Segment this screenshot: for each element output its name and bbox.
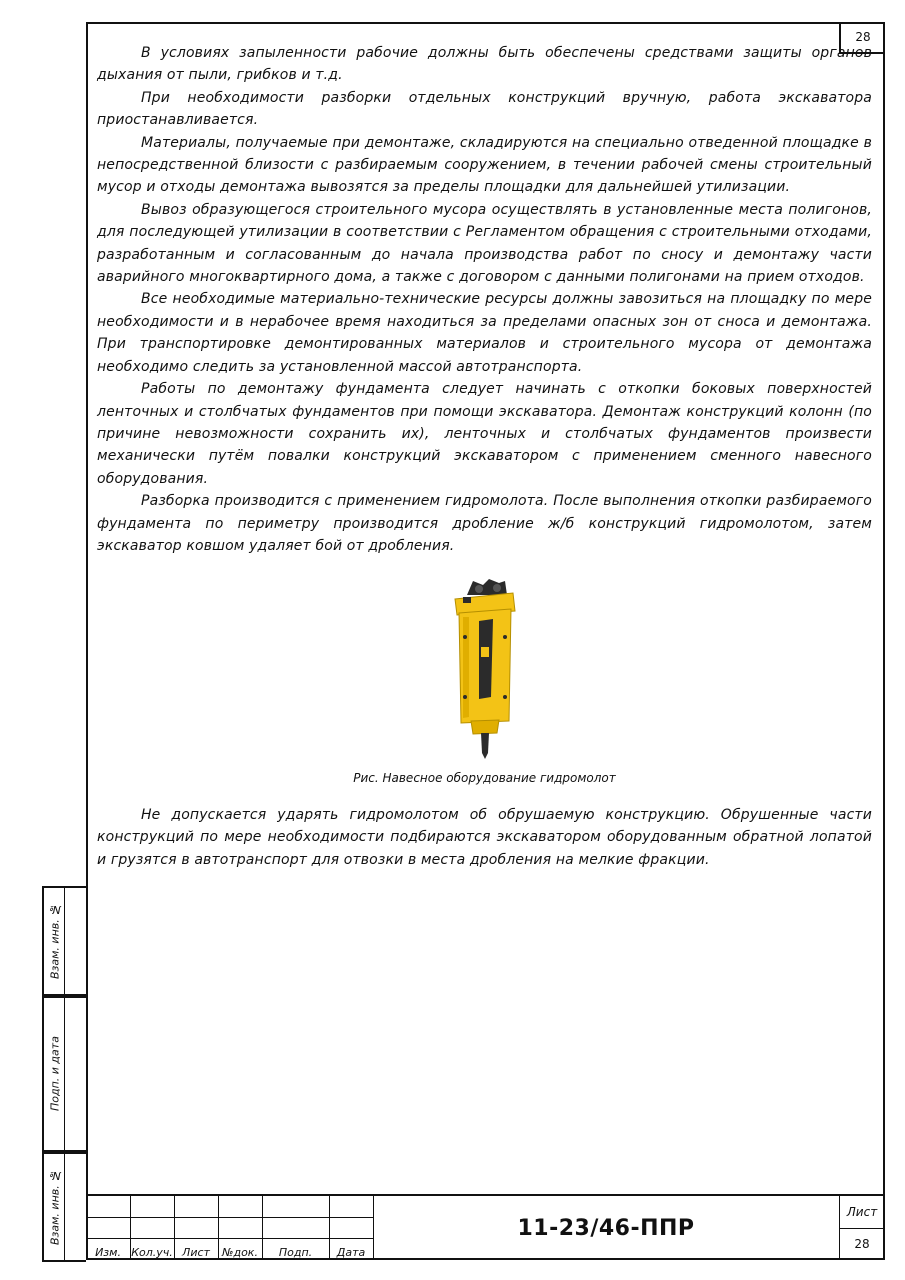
title-block [86, 1194, 885, 1260]
stamp-col-change: Изм. [95, 1245, 121, 1259]
sheet-label: Лист [839, 1196, 885, 1229]
paragraph: При необходимости разборки отдельных конструкций вручную, работа экскаватора приостанавливается. [97, 89, 872, 129]
side-strip-top [42, 886, 86, 996]
document-body [97, 42, 872, 871]
paragraph: Вывоз образующегося строительного мусора осуществлять в установленные места полигонов, для последующей утилизации в соответствии с Регламентом обращения с строительными отходами, разработанным и согласованным до начала производства работ по сносу и демонтажу части аварийного многоквартирного дома, а также с договором с данными полигонами на прием отходов. [97, 201, 872, 286]
stamp-col-count: Кол.уч. [131, 1245, 173, 1259]
stamp-col-sheet: Лист [182, 1245, 210, 1259]
side-label-middle: Подп. и дата [48, 1036, 62, 1112]
stamp-col-signature: Подп. [278, 1245, 313, 1259]
hydraulic-hammer-image [445, 577, 525, 759]
side-label-bottom: Взам. инв. № [48, 1168, 62, 1246]
side-label-top: Взам. инв. № [48, 902, 62, 980]
paragraph: Все необходимые материально-технические ресурсы должны завозиться на площадку по мере необходимости и в нерабочее время находиться за пределами опасных зон от сноса и демонтажа. При транспортировке демонтированных материалов и строительного мусора от демонтажа необходимо следить за установленной массой автотранспорта. [97, 291, 872, 375]
figure-caption: Рис. Навесное оборудование гидромолот [353, 771, 616, 786]
paragraph: Разборка производится с применением гидромолота. После выполнения откопки разбираемого фундамента по периметру производится дробление ж/б конструкций гидромолотом, затем экскаватор ковшом удаляет бой от дробления. [97, 493, 872, 554]
paragraph: Не допускается ударять гидромолотом об обрушаемую конструкцию. Обрушенные части конструкций по мере необходимости подбираются экскаватором оборудованным обратной лопатой и грузятся в автотранспорт для отвозки в места дробления на мелкие фракции. [97, 806, 872, 868]
paragraph: В условиях запыленности рабочие должны быть обеспечены средствами защиты органов дыхания от пыли, грибков и т.д. [97, 45, 872, 84]
side-strip-middle [42, 996, 86, 1152]
paragraph: Работы по демонтажу фундамента следует начинать с откопки боковых поверхностей ленточных и столбчатых фундаментов при помощи экскаватора. Демонтаж конструкций колонн (по причине невозможности сохранить их), ленточных и столбчатых фундаментов произвести механически путём повалки конструкций экскаватором с применением сменного навесного оборудования. [97, 381, 872, 487]
side-strip-bottom [42, 1152, 86, 1262]
stamp-col-date: Дата [336, 1245, 366, 1259]
hydraulic-hammer-figure [97, 577, 872, 789]
sheet-number: 28 [854, 1237, 870, 1251]
stamp-col-docnum: №док. [222, 1245, 258, 1259]
document-number: 11-23/46-ППР [517, 1215, 695, 1241]
paragraph: Материалы, получаемые при демонтаже, складируются на специально отведенной площадке в непосредственной близости с разбираемым сооружением, в течении рабочей смены строительный мусор и отходы демонтажа вывозятся за пределы площадки для дальнейшей утилизации. [97, 134, 872, 196]
page-number-top: 28 [839, 22, 885, 54]
